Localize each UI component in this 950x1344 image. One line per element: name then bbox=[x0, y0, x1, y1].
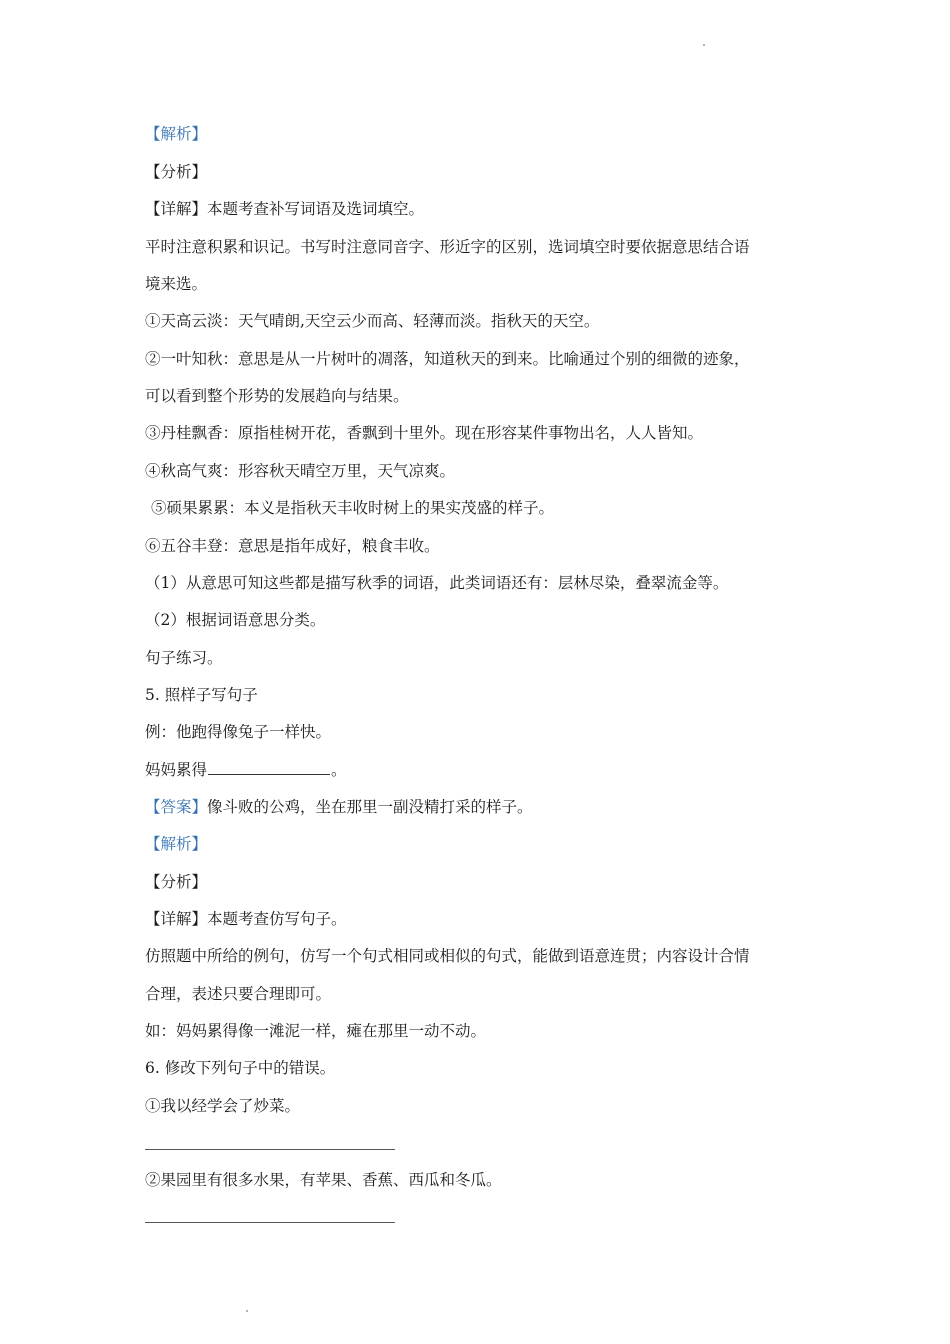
detail-line-1: 【详解】本题考查补写词语及选词填空。 bbox=[145, 200, 425, 218]
scan-dot bbox=[703, 44, 705, 46]
scan-dot bbox=[246, 1310, 248, 1312]
fill-in-prefix: 妈妈累得 bbox=[145, 761, 208, 779]
text-line: 境来选。 bbox=[145, 275, 208, 293]
detail-line-2: 【详解】本题考查仿写句子。 bbox=[145, 910, 347, 928]
example-sentence: 例：他跑得像兔子一样快。 bbox=[145, 723, 332, 741]
fill-in-blank bbox=[208, 760, 330, 775]
idiom-item-6: ⑥五谷丰登：意思是指年成好，粮食丰收。 bbox=[145, 537, 440, 555]
idiom-item-2: ②一叶知秋：意思是从一片树叶的凋落，知道秋天的到来。比喻通过个别的细微的迹象， bbox=[145, 350, 750, 368]
breakdown-label-1: 【分析】 bbox=[145, 163, 208, 181]
error-sentence-1: ①我以经学会了炒菜。 bbox=[145, 1097, 301, 1115]
sub-answer-1: （1）从意思可知这些都是描写秋季的词语，此类词语还有：层林尽染，叠翠流金等。 bbox=[145, 574, 729, 592]
sub-answer-2: （2）根据词语意思分类。 bbox=[145, 611, 326, 629]
analysis-label-2: 【解析】 bbox=[145, 835, 208, 853]
idiom-item-3: ③丹桂飘香：原指桂树开花，香飘到十里外。现在形容某件事物出名，人人皆知。 bbox=[145, 424, 704, 442]
question-6-title: 6. 修改下列句子中的错误。 bbox=[145, 1059, 336, 1077]
section-heading: 句子练习。 bbox=[145, 649, 223, 667]
text-line: 平时注意积累和识记。书写时注意同音字、形近字的区别，选词填空时要依据意思结合语 bbox=[145, 238, 750, 256]
answer-text: 像斗败的公鸡，坐在那里一副没精打采的样子。 bbox=[207, 798, 533, 816]
answer-blank-2 bbox=[145, 1222, 395, 1223]
idiom-item-5: ⑤硕果累累：本义是指秋天丰收时树上的果实茂盛的样子。 bbox=[151, 499, 555, 517]
error-sentence-2: ②果园里有很多水果，有苹果、香蕉、西瓜和冬瓜。 bbox=[145, 1171, 502, 1189]
text-line: 可以看到整个形势的发展趋向与结果。 bbox=[145, 387, 409, 405]
idiom-item-1: ①天高云淡：天气晴朗,天空云少而高、轻薄而淡。指秋天的天空。 bbox=[145, 312, 600, 330]
answer-line bbox=[145, 797, 533, 817]
fill-in-suffix: 。 bbox=[331, 761, 347, 779]
text-line: 合理，表述只要合理即可。 bbox=[145, 985, 332, 1003]
answer-blank-1 bbox=[145, 1149, 395, 1150]
idiom-item-4: ④秋高气爽：形容秋天晴空万里，天气凉爽。 bbox=[145, 462, 456, 480]
example-answer: 如：妈妈累得像一滩泥一样，瘫在那里一动不动。 bbox=[145, 1022, 487, 1040]
breakdown-label-2: 【分析】 bbox=[145, 873, 208, 891]
fill-in-sentence bbox=[145, 760, 347, 780]
question-5-title: 5. 照样子写句子 bbox=[145, 686, 258, 704]
answer-label: 【答案】 bbox=[145, 798, 208, 816]
text-line: 仿照题中所给的例句，仿写一个句式相同或相似的句式，能做到语意连贯；内容设计合情 bbox=[145, 947, 750, 965]
analysis-label-1: 【解析】 bbox=[145, 125, 208, 143]
